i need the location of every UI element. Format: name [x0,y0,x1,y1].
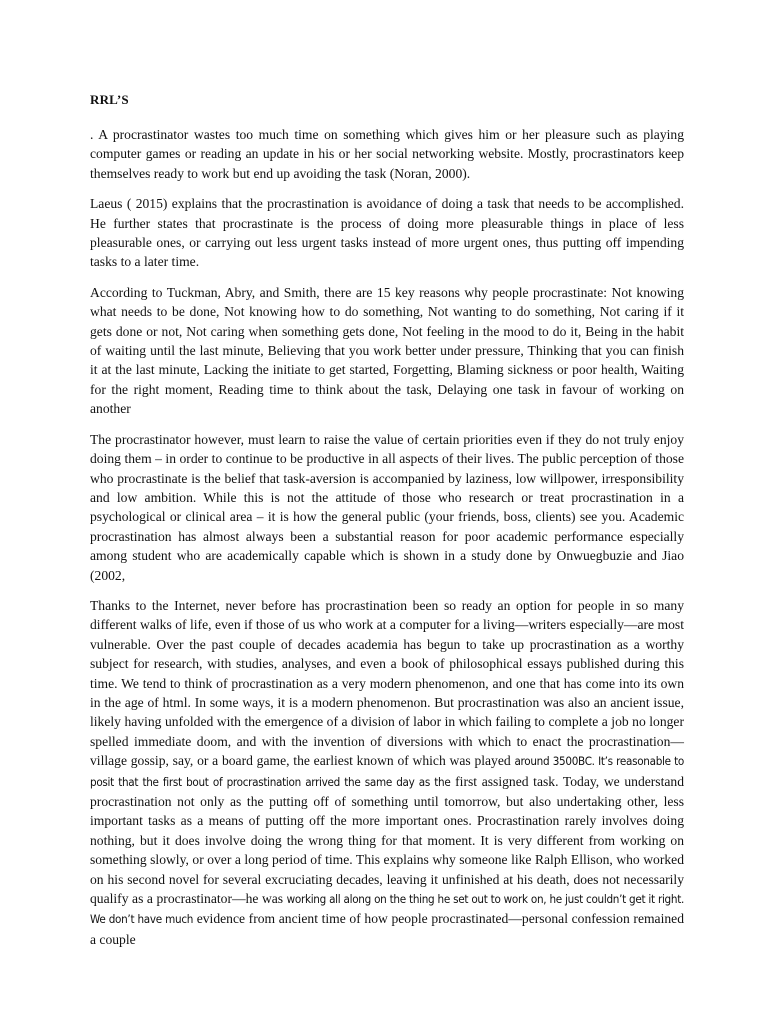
paragraph-5-part-a: Thanks to the Internet, never before has procrastination been so ready an option for people in so many different walks of life, even if those of us who work at a computer for a living—writers especially—are most vulnerable. Over the past couple of decades academia has begun to take up procrastination as a worthy subject for research, with studies, analyses, and even a book of philosophical essays published during this time. We tend to think of procrastination as a very modern phenomenon, and one that has come into its own in the age of html. In some ways, it is a modern phenomenon. But procrastination was also an ancient issue, likely having unfolded with the emergence of a division of labor in which failing to complete a job no longer spelled immediate doom, and with the invention of diversions with which to enact the procrastination—village gossip, say, or a board game, the earliest known of which was played [90,597,684,769]
paragraph-3: According to Tuckman, Abry, and Smith, there are 15 key reasons why people procrastinate: Not knowing what needs to be done, Not knowing how to do something, Not wanting to do something, Not caring if it gets done or not, Not caring when something gets done, Not feeling in the mood to do it, Being in the habit of waiting until the last minute, Believing that you work better under pressure, Thinking that you can finish it at the last minute, Lacking the initiate to get started, Forgetting, Blaming sickness or poor health, Waiting for the right moment, Reading time to think about the task, Delaying one task in favour of working on another [90,284,684,417]
paragraph-2: Laeus ( 2015) explains that the procrastination is avoidance of doing a task that needs to be accomplished. He further states that procrastinate is the process of doing more pleasurable things in place of less pleasurable ones, or carrying out less urgent tasks instead of more urgent ones, thus putting off impending tasks to a later time. [90,196,684,270]
section-heading: RRL’S [90,92,129,107]
paragraph-5-part-b: around 3500BC. It’s reasonable to posit that the first bout of procrastination arrived the same day as the [90,754,685,789]
paragraph-5 [90,596,684,949]
paragraph-4: The procrastinator however, must learn to raise the value of certain priorities even if they do not truly enjoy doing them – in order to continue to be productive in all aspects of their lives. The public perception of those who procrastinate is the belief that task-aversion is accompanied by laziness, low willpower, irresponsibility and low ambition. While this is not the attitude of those who research or treat procrastination in a psychological or clinical area – it is how the general public (your friends, boss, clients) see you. Academic procrastination has almost always been a substantial reason for poor academic performance especially among student who are academically capable which is shown in a study done by Onwuegbuzie and Jiao (2002, [90,431,684,583]
paragraph-5-part-e: evidence from ancient time of how people procrastinated—personal confession remained a couple [90,911,684,947]
paragraph-5-part-d: working all along on the thing he set out to work on, he just couldn’t get it right. We don’t have much [90,892,684,927]
paragraph-1: . A procrastinator wastes too much time on something which gives him or her pleasure such as playing computer games or reading an update in his or her social networking website. Mostly, procrastinators keep themselves ready to work but end up avoiding the task (Noran, 2000). [90,127,684,181]
paragraph-5-part-c: first assigned task. Today, we understand procrastination not only as the putting off of something until tomorrow, but also undertaking other, less important tasks as a means of putting off the more important ones. Procrastination rarely involves doing nothing, but it does involve doing the wrong thing for that moment. It is very different from working on something slowly, or over a long period of time. This explains why someone like Ralph Ellison, who worked on his second novel for several excruciating decades, leaving it unfinished at his death, does not necessarily qualify as a procrastinator—he was [90,773,685,907]
